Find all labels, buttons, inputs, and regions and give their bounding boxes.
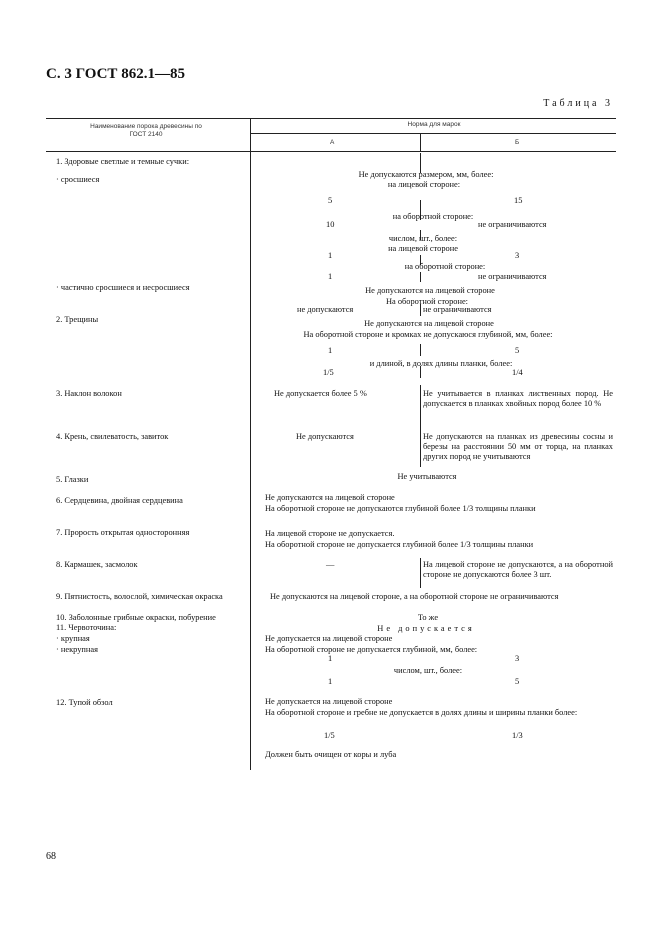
- norm-value-b: 3: [515, 654, 520, 663]
- row-label: 9. Пятнистость, волослой, химическая окраска: [56, 592, 223, 601]
- norm-text: на лицевой стороне: [388, 244, 458, 253]
- row-label: 11. Червоточина:: [56, 623, 117, 632]
- row-label: · крупная: [56, 634, 90, 643]
- norm-value-b: не ограничиваются: [478, 220, 547, 229]
- norm-text: Не допускаются на лицевой стороне: [365, 286, 495, 295]
- norm-value-b: 1/3: [512, 731, 523, 740]
- norm-text: Не допускается: [377, 624, 475, 633]
- norm-text: Должен быть очищен от коры и луба: [265, 750, 397, 759]
- column-name-header: Наименование порока древесины по ГОСТ 2140: [90, 123, 202, 138]
- norm-text: То же: [417, 613, 439, 622]
- row-label: 12. Тупой обзол: [56, 698, 113, 707]
- norm-text: числом, шт., более:: [393, 666, 463, 675]
- norm-text: Не допускается на лицевой стороне: [265, 634, 393, 643]
- norm-text: На оборотной стороне не допускается глубиной, мм, более:: [265, 645, 478, 654]
- norm-text: на лицевой стороне:: [387, 180, 461, 189]
- norm-text: На оборотной стороне и гребне не допускается в долях длины и ширины планки более:: [265, 708, 578, 717]
- column-divider: [250, 118, 251, 770]
- norm-value-b: не ограничиваются: [423, 305, 492, 314]
- norm-text: Не допускается на лицевой стороне: [265, 697, 393, 706]
- norm-value-b: 15: [514, 196, 523, 205]
- norm-value-a: 1/5: [324, 731, 335, 740]
- norm-value-b: не ограничиваются: [478, 272, 547, 281]
- norm-text: Не допускаются на лицевой стороне, а на оборотной стороне не ограничиваются: [270, 592, 559, 601]
- table-top-rule: [46, 118, 616, 119]
- norm-text: На оборотной стороне:: [385, 297, 469, 306]
- norm-value-a: —: [326, 560, 335, 569]
- norm-value-a: 1/5: [323, 368, 334, 377]
- norm-text: На оборотной стороне не допускаются глубиной более 1/3 толщины планки: [265, 504, 536, 513]
- norm-value-a: не допускаются: [297, 305, 354, 314]
- column-a-header: А: [330, 139, 335, 146]
- norm-value-b: 3: [515, 251, 520, 260]
- row-label: 10. Заболонные грибные окраски, побурение: [56, 613, 216, 622]
- norm-text: и длиной, в долях длины планки, более:: [369, 359, 513, 368]
- norm-value-a: 1: [328, 346, 333, 355]
- row-label: 5. Глазки: [56, 475, 89, 484]
- norm-text: На оборотной стороне и кромках не допускаюся глубиной, мм, более:: [303, 330, 553, 339]
- norm-value-b: Не учитывается в планках лиственных пород. Не допускается в планках хвойных пород более 10 %: [423, 389, 613, 408]
- norm-text: Не допускаются на лицевой стороне: [265, 493, 395, 502]
- norm-text: числом, шт., более:: [388, 234, 458, 243]
- norm-text: На оборотной стороне не допускается глубиной более 1/3 толщины планки: [265, 540, 534, 549]
- row-label: 2. Трещины: [56, 315, 99, 324]
- norm-value-a: Не допускаются: [296, 432, 354, 441]
- row-label: 7. Прорость открытая односторонняя: [56, 528, 190, 537]
- page-header: С. 3 ГОСТ 862.1—85: [46, 66, 185, 82]
- header-bottom-rule: [46, 151, 616, 152]
- column-b-header: Б: [515, 139, 520, 146]
- column-norm-header: Норма для марок: [407, 121, 461, 128]
- ab-divider: [420, 385, 421, 467]
- norm-value-a: 1: [328, 677, 333, 686]
- header-split-rule: [250, 133, 616, 134]
- norm-value-b: 1/4: [512, 368, 523, 377]
- norm-text: Не допускаются на лицевой стороне: [364, 319, 494, 328]
- norm-value-a: 1: [328, 272, 333, 281]
- row-label: 1. Здоровые светлые и темные сучки:: [56, 157, 190, 166]
- norm-text: На лицевой стороне не допускается.: [265, 529, 395, 538]
- row-label: 3. Наклон волокон: [56, 389, 122, 398]
- norm-text: на оборотной стороне:: [392, 212, 474, 221]
- ab-divider: [420, 558, 421, 588]
- norm-text: Не учитываются: [397, 472, 457, 481]
- norm-value-b: На лицевой стороне не допускаются, а на оборотной стороне не допускаются более 3 шт.: [423, 560, 613, 579]
- norm-value-a: 1: [328, 654, 333, 663]
- row-label: · некрупная: [56, 645, 98, 654]
- row-label: 4. Крень, свилеватость, завиток: [56, 432, 169, 441]
- norm-value-a: Не допускается более 5 %: [274, 389, 367, 398]
- row-label: 6. Сердцевина, двойная сердцевина: [56, 496, 183, 505]
- row-label: 8. Кармашек, засмолок: [56, 560, 138, 569]
- norm-value-b: 5: [515, 677, 520, 686]
- norm-value-b: 5: [515, 346, 520, 355]
- row-label: · сросшиеся: [56, 175, 100, 184]
- ab-divider: [420, 272, 421, 282]
- norm-value-a: 5: [328, 196, 333, 205]
- norm-text: на оборотной стороне:: [404, 262, 486, 271]
- norm-value-a: 10: [326, 220, 335, 229]
- norm-text: Не допускаются размером, мм, более:: [358, 170, 494, 179]
- ab-divider: [420, 344, 421, 356]
- norm-value-a: 1: [328, 251, 333, 260]
- norm-value-b: Не допускаются на планках из древесины сосны и березы на расстоянии 50 мм от торца, на планках других пород не учитываются: [423, 432, 613, 461]
- page-number: 68: [46, 851, 56, 862]
- header-ab-divider: [420, 133, 421, 151]
- row-label: · частично сросшиеся и несросшиеся: [56, 283, 190, 292]
- table-caption: Таблица 3: [543, 98, 613, 109]
